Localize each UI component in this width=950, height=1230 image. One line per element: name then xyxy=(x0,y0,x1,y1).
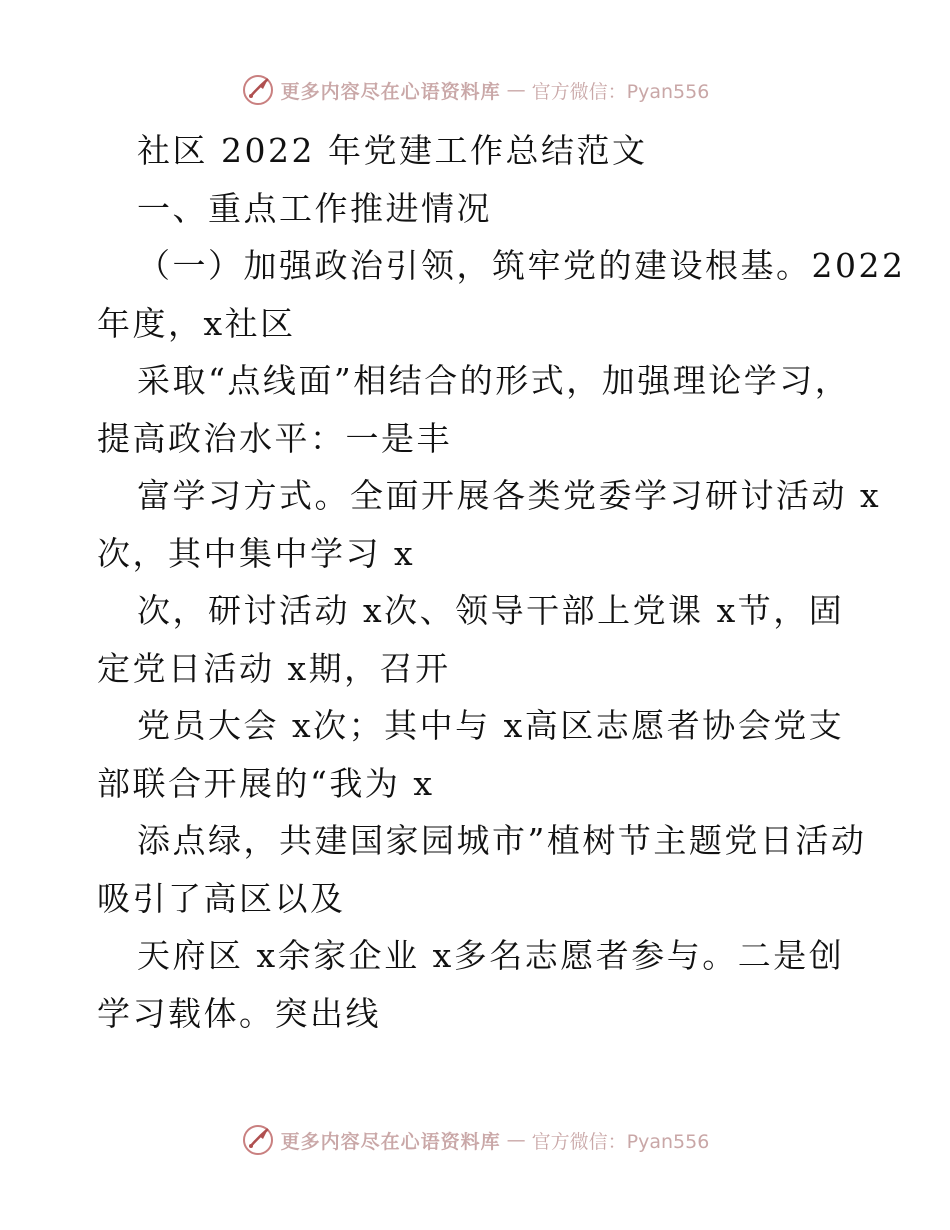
paragraph-line: 次，其中集中学习 x xyxy=(97,533,416,573)
paragraph-line: 次，研讨活动 x次、领导干部上党课 x节，固 xyxy=(137,591,845,630)
paragraph-line: 富学习方式。全面开展各类党委学习研讨活动 x xyxy=(137,476,882,515)
paragraph-line: 天府区 x余家企业 x多名志愿者参与。二是创 xyxy=(137,936,845,975)
paragraph-line: 提高政治水平：一是丰 xyxy=(97,418,452,458)
section-heading: 一、重点工作推进情况 xyxy=(137,188,492,228)
watermark-account-text: 官方微信：Pyan556 xyxy=(531,1130,710,1153)
watermark-separator: — xyxy=(506,79,526,101)
paragraph-line: 党员大会 x次；其中与 x高区志愿者协会党支 xyxy=(137,706,845,745)
paragraph-line: 添点绿，共建国家园城市”植树节主题党日活动 xyxy=(137,821,867,860)
paragraph-line: （一）加强政治引领，筑牢党的建设根基。2022 xyxy=(137,246,906,285)
paragraph-line: 年度，x社区 xyxy=(97,303,296,343)
watermark-separator: — xyxy=(506,1129,526,1151)
paragraph-line: 采取“点线面”相结合的形式，加强理论学习， xyxy=(137,361,851,400)
paragraph-line: 定党日活动 x期，召开 xyxy=(97,648,451,688)
document-title: 社区 2022 年党建工作总结范文 xyxy=(137,131,648,170)
watermark-main-text: 更多内容尽在心语资料库 xyxy=(280,1130,501,1153)
watermark-main-text: 更多内容尽在心语资料库 xyxy=(280,80,501,103)
quill-logo-icon xyxy=(241,73,275,107)
quill-logo-icon xyxy=(241,1123,275,1157)
document-body xyxy=(97,122,906,1042)
footer-watermark xyxy=(0,1120,950,1160)
paragraph-line: 学习载体。突出线 xyxy=(97,993,381,1033)
paragraph-line: 部联合开展的“我为 x xyxy=(97,763,435,803)
paragraph-line: 吸引了高区以及 xyxy=(97,878,346,918)
header-watermark xyxy=(0,70,950,110)
watermark-account-text: 官方微信：Pyan556 xyxy=(531,80,710,103)
